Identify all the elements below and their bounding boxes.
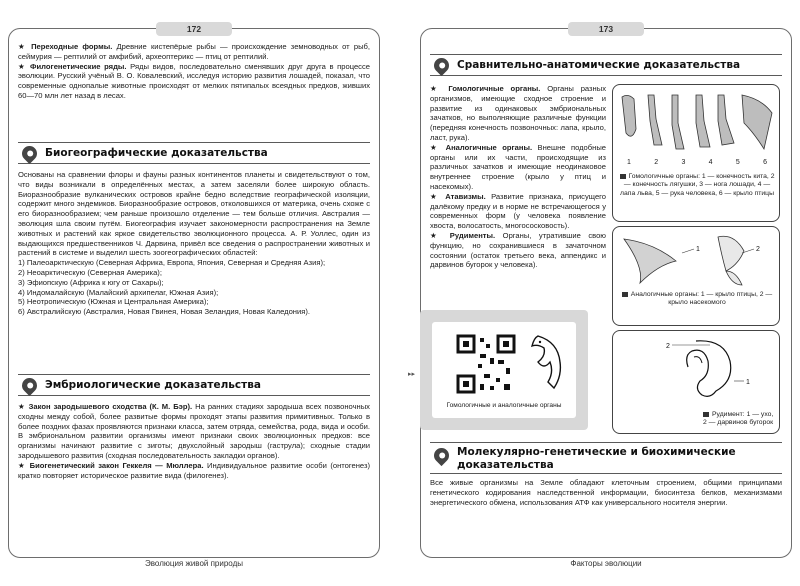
homologous-limbs-illustration	[614, 89, 780, 159]
embryo-item-baer: ★ Закон зародышевого сходства (К. М. Бэр). На ранних стадиях зародыша всех позвоночных сходны между собой, более развитые формы проходят этапы развития примитивных. Только в более поздних фазах проявляются признаки класса, затем отряда, семейства, рода, вида и особи. В эмбриональном развитии организмы имеют признаки своих эволюционных предков: все организмы начинают развитие с зиготы; двухслойный зародыш (гаструла); сходные стадии зародышевого развития (сходная последовательность закладки органов).	[18, 402, 370, 460]
homologous-caption: Гомологичные органы: 1 — конечность кита, 2 — конечность лягушки, 3 — нога лошади, 4 — лапа льва, 5 — рука человека, 6 — крыло птицы	[620, 173, 775, 197]
comp-item-atavism: ★ Атавизмы. Развитие признака, присущего далёкому предку и в норме не встречающегося у современных форм (у человека появление хвоста, волосатость, многососковость).	[430, 191, 606, 231]
limb-number: 4	[708, 159, 713, 166]
region-item: 3) Эфиопскую (Африка к югу от Сахары);	[18, 277, 164, 287]
section-heading-comparative	[430, 54, 782, 76]
section-heading-molecular	[430, 442, 782, 474]
footer-title: Эволюция живой природы	[145, 559, 243, 568]
page-number-left: 172	[156, 22, 232, 36]
ear-label-1: 1	[746, 379, 750, 386]
ear-label-2: 2	[666, 343, 670, 350]
caption-marker-icon	[703, 412, 709, 417]
qr-block	[420, 310, 588, 430]
left-page	[8, 10, 380, 576]
location-pin-icon	[431, 54, 452, 75]
analogous-organs-figure	[612, 226, 780, 326]
region-item: 4) Индомалайскую (Малайский архипелаг, Южная Азия);	[18, 287, 219, 297]
arrow-marker-icon: ▸▸	[408, 371, 416, 378]
location-pin-icon	[19, 142, 40, 163]
region-item: 5) Неотропическую (Южная и Центральная Америка);	[18, 297, 209, 307]
qr-card	[432, 322, 576, 418]
section-heading-biogeography	[18, 142, 370, 164]
section-heading-embryology	[18, 374, 370, 396]
biogeography-body	[18, 170, 370, 317]
dolphin-icon	[524, 332, 574, 394]
limb-number: 1	[627, 159, 631, 166]
molecular-body: Все живые организмы на Земле обладают клеточным строением, общими принципами генетического кодирования наследственной информации, биосинтеза белков, механизмами энергетического обмена, использования АТФ как универсального носителя энергии.	[430, 478, 782, 507]
comp-item-rudiment: ★ Рудименты. Органы, утратившие свою функцию, но сохранившиеся в зачаточном состоянии (остаток третьего века, аппендикс и дарвинов бугорок у человека).	[430, 230, 606, 270]
location-pin-icon	[19, 374, 40, 395]
location-pin-icon	[431, 445, 452, 466]
intro-item-transitional: ★ Переходные формы. Древние кистепёрые рыбы — происхождение земноводных от рыб, сеймурия — рептилий от амфибий, археоптерикс — птиц от рептилий.	[18, 42, 370, 61]
comp-item-analogous: ★ Аналогичные органы. Внешне подобные органы или их части, происходящие из различных зачатков и имеющие неодинаковое внутреннее строение (крыло у птиц и насекомых).	[430, 142, 606, 191]
limb-number: 2	[654, 159, 659, 166]
footer-title: Факторы эволюции	[570, 559, 642, 568]
caption-marker-icon	[620, 174, 626, 179]
qr-code-icon[interactable]	[456, 334, 516, 394]
wings-illustration	[614, 231, 780, 289]
region-item: 2) Неоарктическую (Северная Америка);	[18, 267, 162, 277]
section-title: Эмбриологические доказательства	[45, 379, 261, 391]
homologous-organs-figure	[612, 84, 780, 222]
limb-number: 5	[735, 159, 740, 166]
wing-label-2: 2	[756, 246, 760, 253]
wing-label-1: 1	[696, 246, 700, 253]
region-item: 6) Австралийскую (Австралия, Новая Гвинея, Новая Зеландия, Новая Каледония).	[18, 307, 310, 317]
rudiment-figure	[612, 330, 780, 434]
page-number-right: 173	[568, 22, 644, 36]
rudiment-caption: Рудимент: 1 — ухо, 2 — дарвинов бугорок	[703, 411, 774, 427]
section-title: Молекулярно-генетические и биохимические доказательства	[457, 446, 736, 471]
ear-illustration	[614, 335, 780, 405]
section-title: Сравнительно-анатомические доказательства	[457, 59, 741, 71]
comparative-body	[430, 84, 606, 270]
footer-left	[8, 559, 380, 568]
embryology-body	[18, 402, 370, 480]
intro-item-phylogenetic: ★ Филогенетические ряды. Ряды видов, последовательно сменявших друг друга в процессе эволюции. Русский учёный В. О. Ковалевский, исследуя историю развития лошадей, показал, что современные однопалые животные происходят от мелких пятипалых всеядных предков, живших 60—70 млн лет назад в лесах.	[18, 61, 371, 100]
limb-numbers	[627, 159, 767, 166]
region-item: 1) Палеоарктическую (Северная Африка, Европа, Япония, Северная и Средняя Азия);	[18, 258, 326, 268]
embryo-item-haeckel: ★ Биогенетический закон Геккеля — Мюллера. Индивидуальное развитие особи (онтогенез) кратко повторяет историческое развитие вида (филогенез).	[18, 460, 370, 480]
right-page	[408, 10, 792, 576]
analogous-caption: Аналогичные органы: 1 — крыло птицы, 2 — крыло насекомого	[619, 291, 775, 308]
intro-block	[18, 42, 370, 101]
section-title: Биогеографические доказательства	[45, 147, 268, 159]
biogeography-paragraph: Основаны на сравнении флоры и фауны разных континентов планеты и свидетельствуют о том, что виды возникали в определённых местах, а затем заселяли более широкую область. Биоразнообразие вулканических островов крайне бедно вследствие географической изоляции, содержит много эндемиков. Биоразнообразие островов, отколовшихся от материка, очень схоже с его биоразнообразием; чем раньше произошло отделение — тем больше отличия. Австралия — эволюция шла своим путём. Биогеография изучает закономерности распространения на Земле животных и растений как яркое свидетельство эволюционного процесса. А. Р. Уоллес, один из выдающихся предшественников Ч. Дарвина, привёл все сведения о распространении животных и растений в системе и выделил шесть зоогеографических областей:	[18, 170, 370, 258]
limb-number: 6	[763, 159, 767, 166]
limb-number: 3	[681, 159, 686, 166]
footer-right	[420, 559, 792, 568]
qr-caption: Гомологичные и аналогичные органы	[446, 402, 562, 409]
caption-marker-icon	[622, 292, 628, 297]
comp-item-homologous: ★ Гомологичные органы. Органы разных организмов, имеющие сходное строение и развитие из одинаковых эмбриональных зачатков, но выполняющие различные функции (передняя конечность позвоночных: лапа, крыло, ласт, рука).	[430, 84, 606, 142]
